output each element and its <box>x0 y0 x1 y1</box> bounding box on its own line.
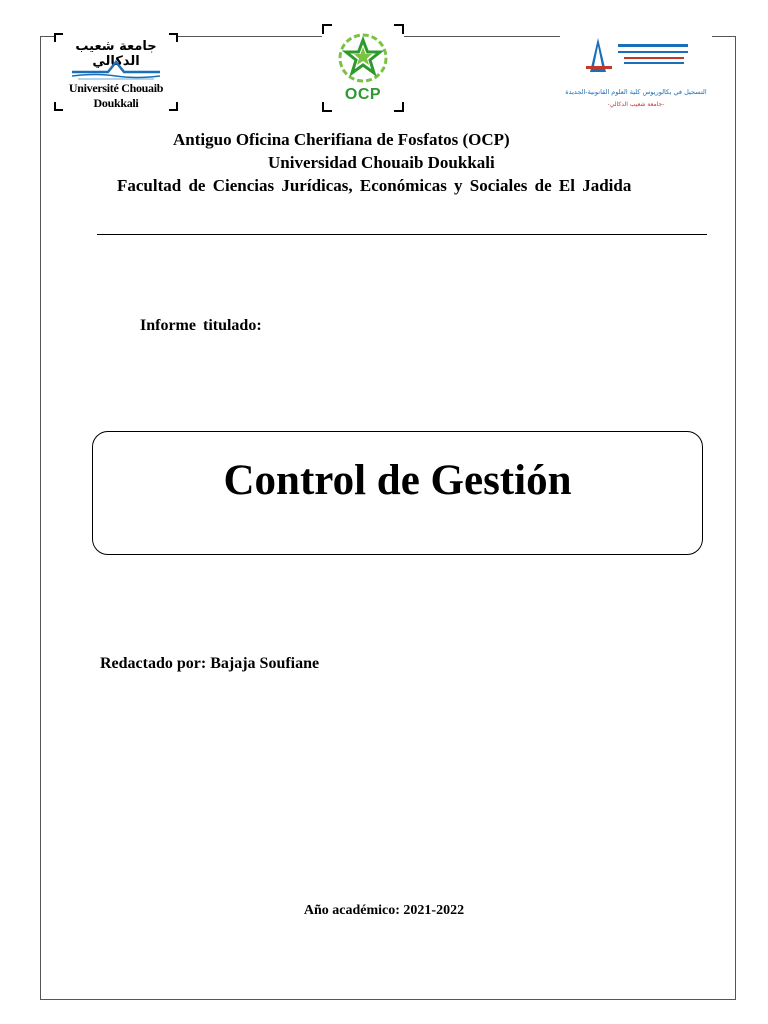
ocp-logo <box>322 24 404 112</box>
report-author: Redactado por: Bajaja Soufiane <box>100 655 320 672</box>
wave-emblem-icon <box>68 58 164 80</box>
university-logo-latin: Université Chouaib Doukkali <box>68 81 164 110</box>
faculty-logo <box>560 36 712 116</box>
title-box <box>92 431 703 555</box>
university-logo-arabic: جامعة شعيب الدكالي <box>75 39 157 69</box>
faculty-logo-line1: التسجيل في بكالوريوس كلية العلوم القانونية-الجديدة <box>565 88 707 96</box>
faculty-building-icon <box>584 36 694 76</box>
academic-year: Año académico: 2021-2022 <box>303 903 465 918</box>
ocp-logo-text: OCP <box>344 86 382 103</box>
header-line-faculty: Facultad de Ciencias Jurídicas, Económicas y Sociales de El Jadida <box>117 176 632 195</box>
report-title: Control de Gestión <box>223 457 572 504</box>
logo-corner <box>394 24 404 34</box>
header-line-university: Universidad Chouaib Doukkali <box>268 153 495 172</box>
header-divider <box>97 234 707 235</box>
report-intro-label: Informe titulado: <box>140 317 262 334</box>
ocp-star-emblem-icon <box>337 32 389 84</box>
faculty-logo-line2: -جامعة شعيب الدكالي- <box>607 101 665 108</box>
university-logo <box>54 33 178 111</box>
logo-corner <box>322 24 332 34</box>
header-line-ocp: Antiguo Oficina Cherifiana de Fosfatos (OCP) <box>173 130 510 149</box>
